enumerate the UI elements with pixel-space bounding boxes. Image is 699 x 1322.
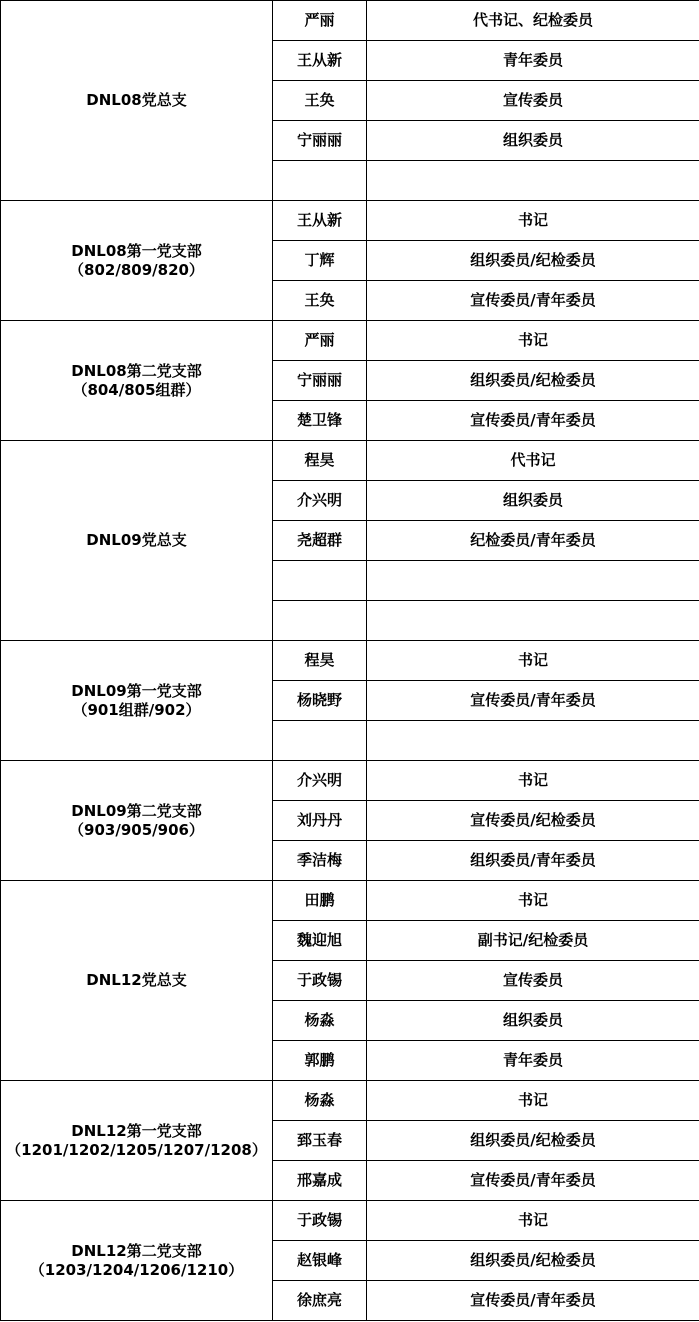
member-role: 青年委员 — [367, 41, 699, 81]
branch-groups: （802/809/820） — [69, 260, 204, 279]
branch-name: DNL12第二党支部 — [71, 1241, 202, 1260]
member-role — [367, 721, 699, 761]
member-role: 宣传委员/青年委员 — [367, 1281, 699, 1321]
member-name: 宁丽丽 — [273, 121, 367, 161]
member-name: 赵银峰 — [273, 1241, 367, 1281]
member-name: 杨晓野 — [273, 681, 367, 721]
table-row — [1, 1, 699, 41]
member-name: 刘丹丹 — [273, 801, 367, 841]
member-name: 徐庶亮 — [273, 1281, 367, 1321]
member-name: 程昊 — [273, 641, 367, 681]
branch-groups: （804/805组群） — [72, 380, 201, 399]
member-role: 组织委员/纪检委员 — [367, 1241, 699, 1281]
member-role: 组织委员/青年委员 — [367, 841, 699, 881]
member-name: 于政锡 — [273, 1201, 367, 1241]
member-role: 组织委员 — [367, 121, 699, 161]
member-name: 丁辉 — [273, 241, 367, 281]
member-name: 王从新 — [273, 41, 367, 81]
member-role: 宣传委员 — [367, 81, 699, 121]
member-name: 程昊 — [273, 441, 367, 481]
table-row — [1, 761, 699, 801]
branch-groups: （1203/1204/1206/1210） — [29, 1260, 244, 1279]
member-name: 严丽 — [273, 321, 367, 361]
member-name: 楚卫锋 — [273, 401, 367, 441]
branch-name: DNL09党总支 — [86, 531, 187, 549]
table-row — [1, 1201, 699, 1241]
member-name: 王奂 — [273, 81, 367, 121]
member-role: 代书记 — [367, 441, 699, 481]
branch-name: DNL09第一党支部 — [71, 681, 202, 700]
branch-name: DNL08第二党支部 — [71, 361, 202, 380]
branch-name-cell — [1, 1081, 273, 1201]
member-role: 宣传委员/青年委员 — [367, 401, 699, 441]
member-name: 魏迎旭 — [273, 921, 367, 961]
branch-groups: （1201/1202/1205/1207/1208） — [6, 1140, 267, 1159]
branch-name-cell — [1, 321, 273, 441]
member-name: 王从新 — [273, 201, 367, 241]
member-role: 宣传委员/纪检委员 — [367, 801, 699, 841]
member-role: 书记 — [367, 1081, 699, 1121]
member-name — [273, 161, 367, 201]
member-role: 组织委员/纪检委员 — [367, 361, 699, 401]
member-name: 季洁梅 — [273, 841, 367, 881]
member-role: 组织委员/纪检委员 — [367, 1121, 699, 1161]
branch-name-cell — [1, 201, 273, 321]
member-role: 书记 — [367, 321, 699, 361]
member-name: 介兴明 — [273, 481, 367, 521]
branch-name-cell — [1, 641, 273, 761]
member-role — [367, 161, 699, 201]
member-role: 宣传委员/青年委员 — [367, 1161, 699, 1201]
member-name: 尧超群 — [273, 521, 367, 561]
member-name: 田鹏 — [273, 881, 367, 921]
member-name — [273, 601, 367, 641]
member-name — [273, 721, 367, 761]
member-name: 宁丽丽 — [273, 361, 367, 401]
member-role: 书记 — [367, 761, 699, 801]
member-role: 书记 — [367, 641, 699, 681]
branch-name-cell — [1, 1201, 273, 1321]
member-name: 严丽 — [273, 1, 367, 41]
member-role: 青年委员 — [367, 1041, 699, 1081]
member-role: 宣传委员/青年委员 — [367, 681, 699, 721]
branch-name-cell — [1, 761, 273, 881]
member-role: 组织委员 — [367, 1001, 699, 1041]
member-role — [367, 601, 699, 641]
branch-groups: （903/905/906） — [69, 820, 204, 839]
member-role — [367, 561, 699, 601]
table-row — [1, 441, 699, 481]
branch-name: DNL08第一党支部 — [71, 241, 202, 260]
member-role: 纪检委员/青年委员 — [367, 521, 699, 561]
table-row — [1, 321, 699, 361]
member-name: 杨淼 — [273, 1001, 367, 1041]
table-row — [1, 201, 699, 241]
member-name — [273, 561, 367, 601]
branch-name-cell — [1, 881, 273, 1081]
member-name: 郅玉春 — [273, 1121, 367, 1161]
branch-groups: （901组群/902） — [72, 700, 201, 719]
member-role: 书记 — [367, 1201, 699, 1241]
member-role: 代书记、纪检委员 — [367, 1, 699, 41]
branch-name-cell — [1, 441, 273, 641]
table-row — [1, 641, 699, 681]
table-row — [1, 881, 699, 921]
member-name: 郭鹏 — [273, 1041, 367, 1081]
member-role: 书记 — [367, 201, 699, 241]
member-name: 王奂 — [273, 281, 367, 321]
member-role: 组织委员 — [367, 481, 699, 521]
branch-name: DNL08党总支 — [86, 91, 187, 109]
member-name: 介兴明 — [273, 761, 367, 801]
member-role: 副书记/纪检委员 — [367, 921, 699, 961]
member-name: 邢嘉成 — [273, 1161, 367, 1201]
member-name: 于政锡 — [273, 961, 367, 1001]
branch-name: DNL12第一党支部 — [71, 1121, 202, 1140]
table-body — [1, 1, 699, 1321]
member-role: 组织委员/纪检委员 — [367, 241, 699, 281]
member-name: 杨淼 — [273, 1081, 367, 1121]
member-role: 书记 — [367, 881, 699, 921]
branch-name-cell — [1, 1, 273, 201]
member-role: 宣传委员/青年委员 — [367, 281, 699, 321]
table-row — [1, 1081, 699, 1121]
member-role: 宣传委员 — [367, 961, 699, 1001]
branch-name: DNL12党总支 — [86, 971, 187, 989]
branch-name: DNL09第二党支部 — [71, 801, 202, 820]
